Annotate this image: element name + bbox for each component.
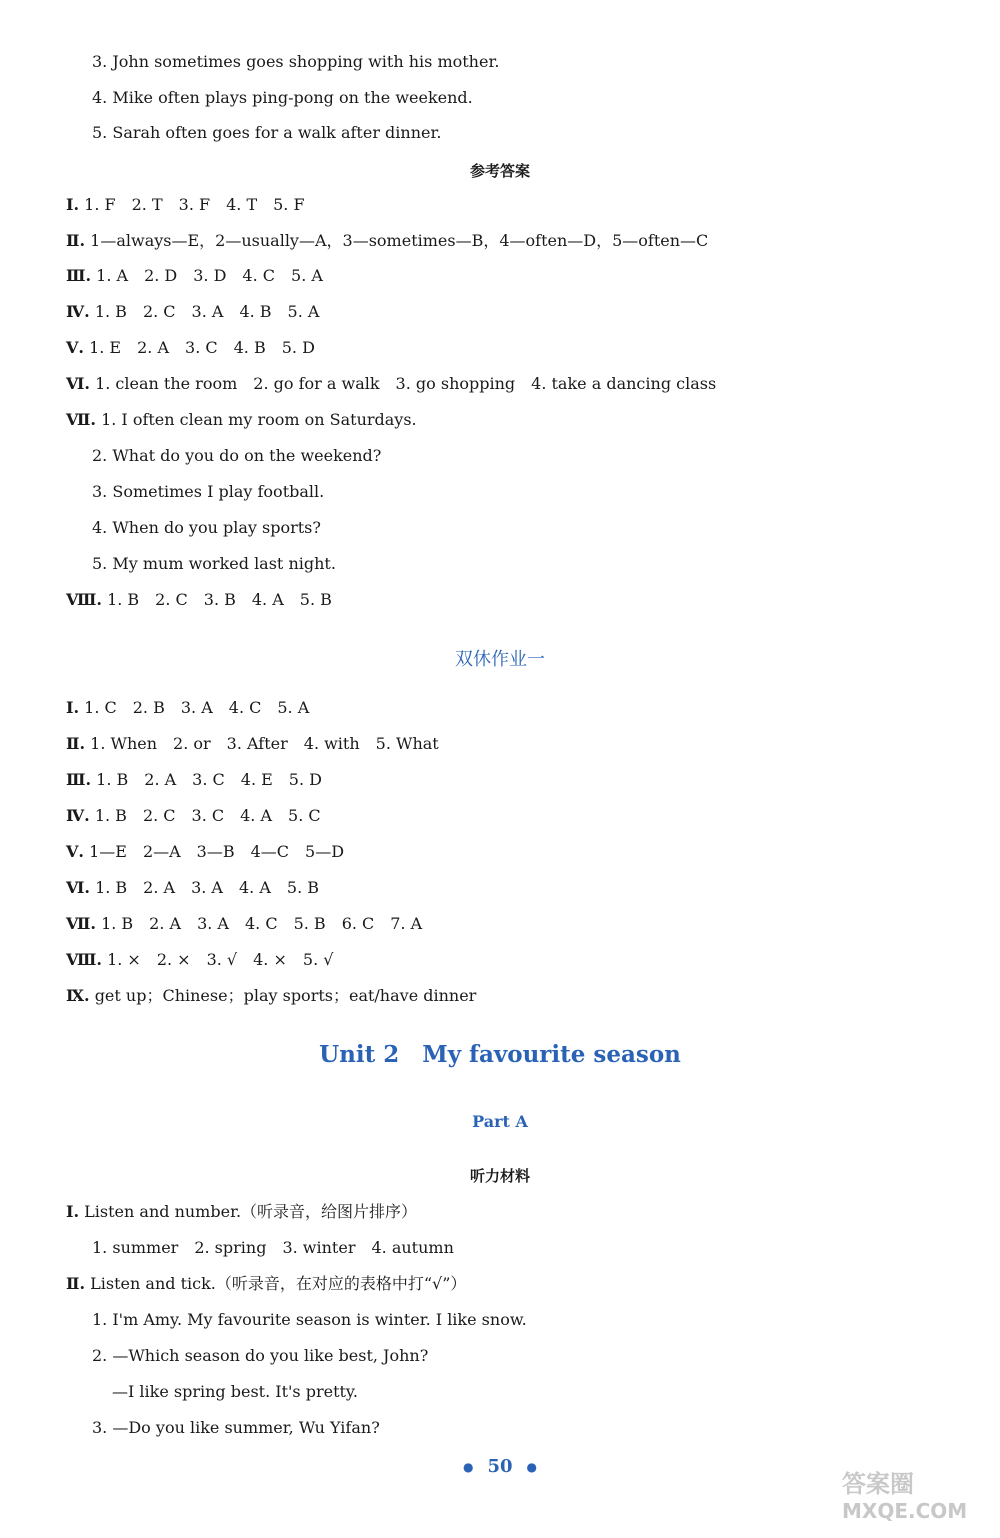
answer-text: get up；Chinese；play sports；eat/have dinner — [94, 986, 477, 1005]
unit-title: Unit 2 My favourite season — [319, 1041, 681, 1068]
homework-row-viii — [66, 950, 333, 970]
answers-heading: 参考答案 — [469, 162, 530, 180]
listening-i-answers: 1. summer 2. spring 3. winter 4. autumn — [92, 1238, 454, 1257]
roman-numeral: Ⅵ. — [66, 878, 90, 897]
answer-text: 1. clean the room 2. go for a walk 3. go shopping 4. take a dancing class — [95, 374, 717, 393]
page-number-text: 50 — [487, 1456, 513, 1477]
homework-row-vi — [66, 878, 319, 898]
roman-numeral: Ⅰ. — [66, 1202, 80, 1221]
roman-numeral: Ⅰ. — [66, 698, 80, 717]
listening-ii-line-1: 1. I'm Amy. My favourite season is winter. I like snow. — [92, 1310, 527, 1329]
listening-line-3: 3. John sometimes goes shopping with his mother. — [92, 52, 500, 71]
bullet-dot-icon: ● — [526, 1460, 538, 1474]
listening-line-5: 5. Sarah often goes for a walk after dinner. — [92, 123, 442, 142]
homework-row-ii — [66, 734, 439, 754]
roman-numeral: Ⅴ. — [66, 338, 84, 357]
roman-numeral: Ⅱ. — [66, 1274, 86, 1293]
answer-text: 1. × 2. × 3. √ 4. × 5. √ — [107, 950, 334, 969]
roman-numeral: Ⅶ. — [66, 914, 96, 933]
watermark-url: MXQE.COM — [842, 1499, 968, 1523]
answer-row-vii-4: 4. When do you play sports? — [92, 518, 321, 537]
answer-row-iii — [66, 266, 323, 286]
answer-text: 1—E 2—A 3—B 4—C 5—D — [89, 842, 345, 861]
answer-text: 1. B 2. C 3. C 4. A 5. C — [94, 806, 321, 825]
roman-numeral: Ⅲ. — [66, 266, 92, 285]
answer-row-ii — [66, 231, 708, 251]
roman-numeral: Ⅸ. — [66, 986, 90, 1005]
answer-row-iv — [66, 302, 319, 322]
instruction-text: Listen and number.（听录音，给图片排序） — [84, 1202, 418, 1221]
answer-text: 1. B 2. A 3. A 4. A 5. B — [95, 878, 320, 897]
answer-text: 1. B 2. A 3. C 4. E 5. D — [96, 770, 322, 789]
answer-row-vii — [66, 410, 417, 430]
roman-numeral: Ⅳ. — [66, 806, 90, 825]
roman-numeral: Ⅱ. — [66, 231, 86, 250]
homework-row-iii — [66, 770, 322, 790]
answer-text: 1. I often clean my room on Saturdays. — [101, 410, 417, 429]
answer-row-vii-3: 3. Sometimes I play football. — [92, 482, 325, 501]
homework-row-ix — [66, 986, 476, 1006]
listening-section-i — [66, 1202, 417, 1222]
roman-numeral: Ⅷ. — [66, 950, 102, 969]
answer-row-i — [66, 195, 305, 215]
listening-heading: 听力材料 — [469, 1167, 530, 1185]
bullet-dot-icon: ● — [462, 1460, 474, 1474]
listening-section-ii — [66, 1274, 466, 1294]
roman-numeral: Ⅶ. — [66, 410, 96, 429]
answer-row-vi — [66, 374, 716, 394]
homework-row-vii — [66, 914, 422, 934]
roman-numeral: Ⅵ. — [66, 374, 90, 393]
watermark-logo — [834, 1464, 984, 1524]
answer-text: 1. A 2. D 3. D 4. C 5. A — [96, 266, 323, 285]
part-title: Part A — [472, 1112, 528, 1131]
answer-row-v — [66, 338, 315, 358]
listening-line-4: 4. Mike often plays ping-pong on the weekend. — [92, 88, 473, 107]
answer-text: 1. B 2. C 3. A 4. B 5. A — [94, 302, 320, 321]
roman-numeral: Ⅴ. — [66, 842, 84, 861]
homework-row-iv — [66, 806, 321, 826]
watermark-text: 答案圈 — [842, 1470, 914, 1498]
answer-text: 1. E 2. A 3. C 4. B 5. D — [89, 338, 315, 357]
answer-text: 1. B 2. A 3. A 4. C 5. B 6. C 7. A — [101, 914, 423, 933]
listening-ii-line-2: 2. —Which season do you like best, John? — [92, 1346, 429, 1365]
roman-numeral: Ⅷ. — [66, 590, 102, 609]
listening-ii-line-3: —I like spring best. It's pretty. — [112, 1382, 358, 1401]
answer-row-vii-2: 2. What do you do on the weekend? — [92, 446, 382, 465]
answer-row-viii — [66, 590, 332, 610]
answer-text: 1. B 2. C 3. B 4. A 5. B — [107, 590, 332, 609]
instruction-text: Listen and tick.（听录音，在对应的表格中打“√”） — [90, 1274, 467, 1293]
answer-text: 1—always—E，2—usually—A，3—sometimes—B，4—often—D，5—often—C — [90, 231, 709, 250]
listening-ii-line-4: 3. —Do you like summer, Wu Yifan? — [92, 1418, 380, 1437]
answer-row-vii-5: 5. My mum worked last night. — [92, 554, 336, 573]
answer-text: 1. F 2. T 3. F 4. T 5. F — [84, 195, 305, 214]
roman-numeral: Ⅱ. — [66, 734, 86, 753]
homework-row-i — [66, 698, 309, 718]
roman-numeral: Ⅰ. — [66, 195, 80, 214]
homework-heading: 双休作业一 — [455, 649, 545, 670]
roman-numeral: Ⅳ. — [66, 302, 90, 321]
homework-row-v — [66, 842, 344, 862]
roman-numeral: Ⅲ. — [66, 770, 92, 789]
answer-text: 1. When 2. or 3. After 4. with 5. What — [90, 734, 439, 753]
answer-text: 1. C 2. B 3. A 4. C 5. A — [84, 698, 310, 717]
